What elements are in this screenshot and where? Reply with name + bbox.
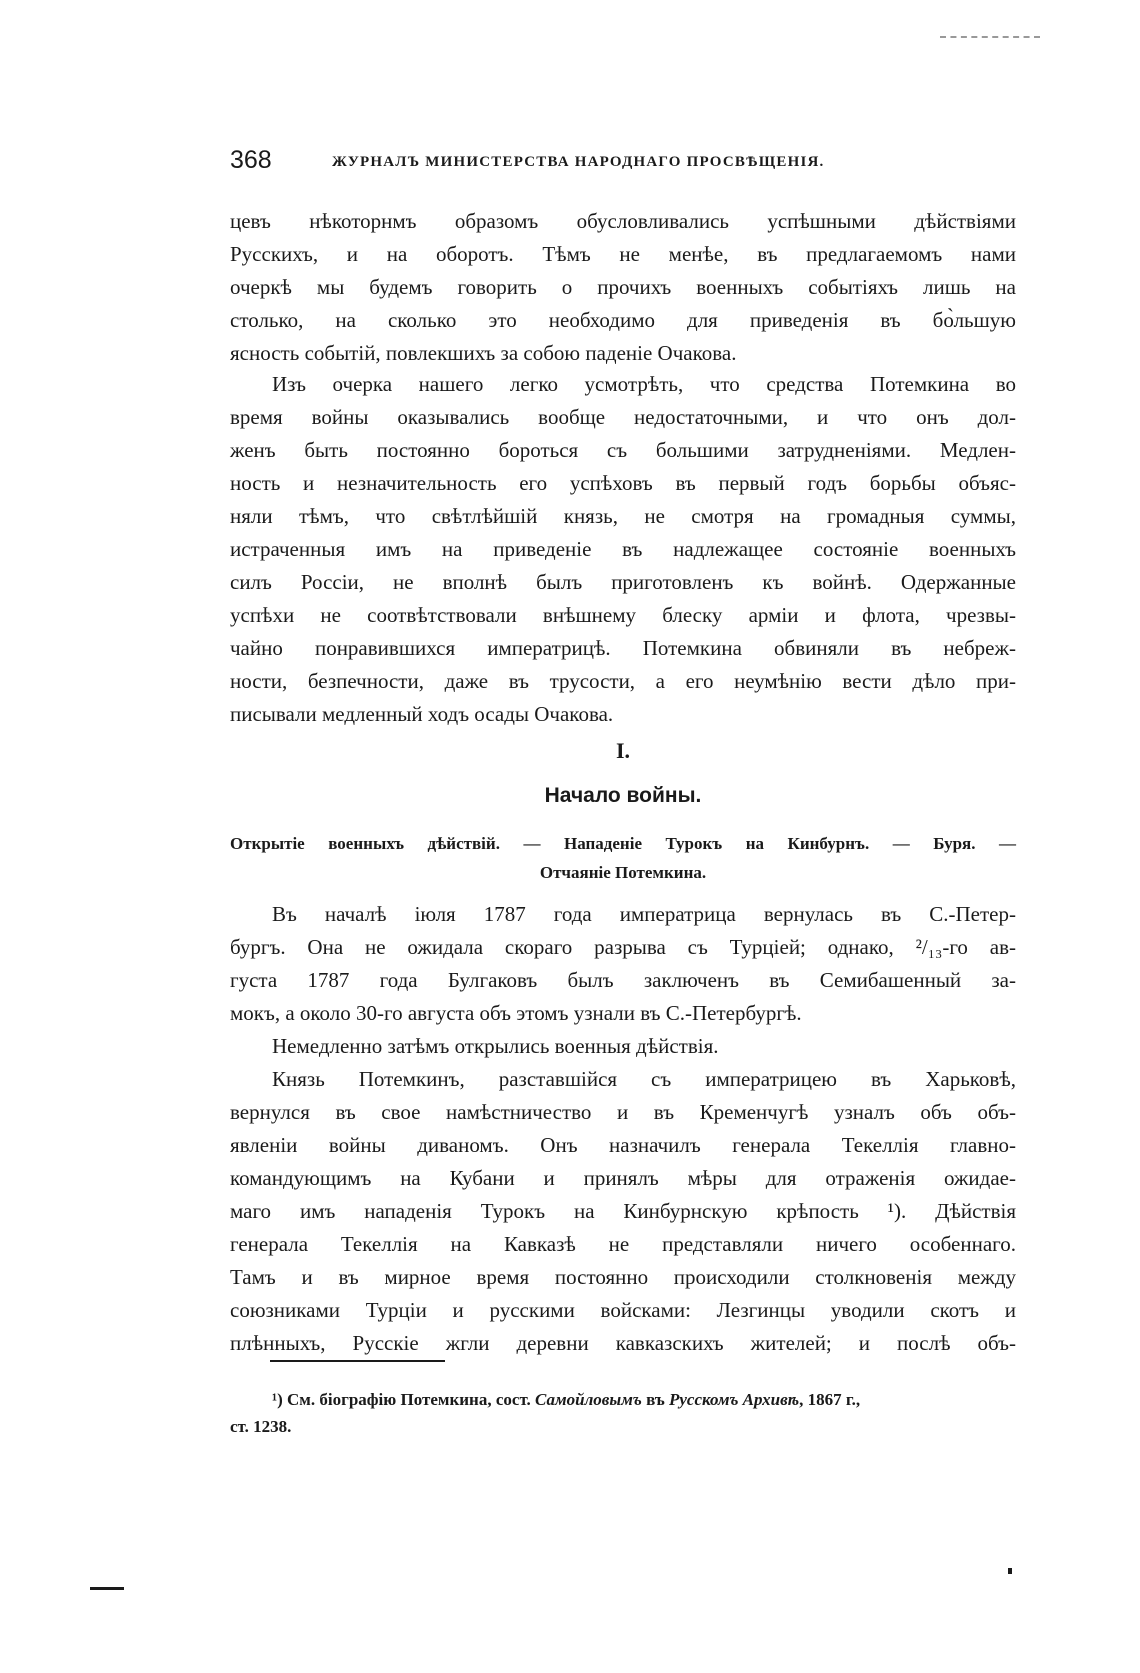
section-number: I. [615,738,631,763]
paragraph-4 [230,1030,1016,1063]
text-line: мокъ, а около 30-го августа объ этомъ узнали въ С.-Петербургѣ. [230,1001,802,1025]
text-line: писывали медленный ходъ осады Очакова. [230,702,614,726]
text-line: няли тѣмъ, что свѣтлѣйшій князь, не смотря на громадныя суммы, [230,504,1016,528]
footnote-text: въ [646,1390,665,1409]
footnote-marker: ¹) [272,1390,283,1409]
text-line: ясность событій, повлекшихъ за собою паденіе Очакова. [230,341,737,365]
footnote-line: ст. 1238. [230,1417,292,1436]
footnote-text: См. біографію Потемкина, сост. [287,1390,531,1409]
running-head: ЖУРНАЛЪ МИНИСТЕРСТВА НАРОДНАГО ПРОСВѢЩЕНІЯ. [332,154,825,170]
paragraph-3 [230,898,1016,1030]
footnote [230,1386,1016,1440]
text-line: вернулся въ свое намѣстничество и въ Кременчугѣ узналъ объ объ- [230,1100,1016,1124]
text-line: силъ Россіи, не вполнѣ былъ приготовленъ къ войнѣ. Одержанные [230,570,1016,594]
text-line: плѣнныхъ, Русскіе жгли деревни кавказскихъ жителей; и послѣ объ- [230,1331,1016,1355]
text-line: время войны оказывались вообще недостаточными, и что онъ дол- [230,405,1016,429]
text-line: женъ быть постоянно бороться съ большими затрудненіями. Медлен- [230,438,1016,462]
section-subtitle: Отчаяніе Потемкина. [539,863,707,882]
text-line: Немедленно затѣмъ открылись военныя дѣйствія. [272,1034,719,1058]
text-line: Князь Потемкинъ, разставшійся съ императрицею въ Харьковѣ, [272,1067,1016,1091]
text-line: генерала Текеллія на Кавказѣ не представляли ничего особеннаго. [230,1232,1016,1256]
footnote-text: 1867 г., [807,1390,861,1409]
text-line: бургъ. Она не ожидала скораго разрыва съ Турціей; однако, ²/₁₃-го ав- [230,935,1016,959]
footnote-divider [270,1360,445,1362]
text-line: истраченныя имъ на приведеніе въ надлежащее состояніе военныхъ [230,537,1016,561]
paragraph-2 [230,368,1016,731]
footnote-line: ¹) См. біографію Потемкина, сост. Самойловымъ въ Русскомъ Архивѣ, 1867 г., [272,1390,861,1409]
text-line: маго имъ нападенія Турокъ на Кинбурнскую крѣпость ¹). Дѣйствія [230,1199,1016,1223]
text-line: Въ началѣ іюля 1787 года императрица вернулась въ С.-Петер- [272,902,1016,926]
text-line: ность и незначительность его успѣховъ въ первый годъ борьбы объяс- [230,471,1016,495]
section-subtitle: Открытіе военныхъ дѣйствій. — Нападеніе Турокъ на Кинбурнъ. — Буря. — [230,834,1016,853]
text-line: очеркѣ мы будемъ говорить о прочихъ военныхъ событіяхъ лишь на [230,275,1016,299]
paragraph-1 [230,205,1016,370]
paragraph-5 [230,1063,1016,1360]
page-number: 368 [230,146,272,174]
section-title: Начало войны. [544,784,702,807]
scan-artifact-top [940,36,1040,38]
text-line: густа 1787 года Булгаковъ былъ заключенъ въ Семибашенный за- [230,968,1016,992]
text-line: ности, безпечности, даже въ трусости, а его неумѣнію вести дѣло при- [230,669,1016,693]
text-line: Русскихъ, и на оборотъ. Тѣмъ не менѣе, въ предлагаемомъ нами [230,242,1016,266]
footnote-journal: Русскомъ Архивѣ [668,1390,800,1409]
text-line: Изъ очерка нашего легко усмотрѣть, что средства Потемкина во [272,372,1016,396]
text-line: чайно понравившихся императрицѣ. Потемкина обвиняли въ небреж- [230,636,1016,660]
scan-artifact-dot [1008,1568,1012,1574]
text-line: Тамъ и въ мирное время постоянно происходили столкновенія между [230,1265,1016,1289]
text-line: успѣхи не соотвѣтствовали внѣшнему блеску арміи и флота, чрезвы- [230,603,1016,627]
text-line: союзниками Турціи и русскими войсками: Лезгинцы уводили скотъ и [230,1298,1016,1322]
text-line: столько, на сколько это необходимо для приведенія въ бо̀льшую [230,308,1016,332]
footnote-author: Самойловымъ [535,1390,642,1409]
text-line: командующимъ на Кубани и принялъ мѣры для отраженія ожидае- [230,1166,1016,1190]
page-header [230,146,1010,186]
text-line: явленіи войны диваномъ. Онъ назначилъ генерала Текеллія главно- [230,1133,1016,1157]
text-line: цевъ нѣкоторнмъ образомъ обусловливались успѣшными дѣйствіями [230,209,1016,233]
scan-artifact-edge [90,1587,124,1590]
